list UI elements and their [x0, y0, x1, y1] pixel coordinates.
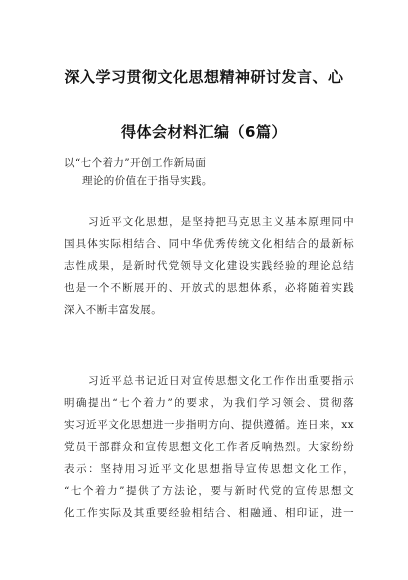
- paragraph1-line: 志性成果，是新时代党领导文化建设实践经验的理论总结: [64, 260, 354, 272]
- paragraph2-line: 习近平总书记近日对宣传思想文化工作作出重要指示: [88, 375, 354, 387]
- paragraph2-line: 实习近平文化思想进一步指明方向、提供遵循。连日来，xx: [64, 419, 354, 431]
- paragraph1-line: 深入不断丰富发展。: [64, 304, 163, 316]
- paragraph2-line: “七个着力”提供了方法论，要与新时代党的宣传思想文: [64, 485, 354, 497]
- document-title-line-2: 得体会材料汇编（6篇）: [121, 123, 287, 141]
- paragraph2-line: 表示：坚持用习近平文化思想指导宣传思想文化工作，: [64, 463, 354, 475]
- section-heading: 以“七个着力”开创工作新局面: [64, 157, 207, 169]
- section-subline: 理论的价值在于指导实践。: [82, 175, 213, 187]
- paragraph1-line: 也是一个不断展开的、开放式的思想体系，必将随着实践: [64, 282, 354, 294]
- paragraph1-line: 习近平文化思想，是坚持把马克思主义基本原理同中: [88, 216, 354, 228]
- paragraph2-line: 明确提出“七个着力”的要求，为我们学习领会、贯彻落: [64, 397, 354, 409]
- paragraph1-line: 国具体实际相结合、同中华优秀传统文化相结合的最新标: [64, 238, 354, 250]
- paragraph2-line: 化工作实际及其重要经验相结合、相融通、相印证，进一: [64, 507, 354, 519]
- document-title-line-1: 深入学习贯彻文化思想精神研讨发言、心: [64, 68, 344, 86]
- paragraph2-line: 党员干部群众和宣传思想文化工作者反响热烈。大家纷纷: [64, 441, 354, 453]
